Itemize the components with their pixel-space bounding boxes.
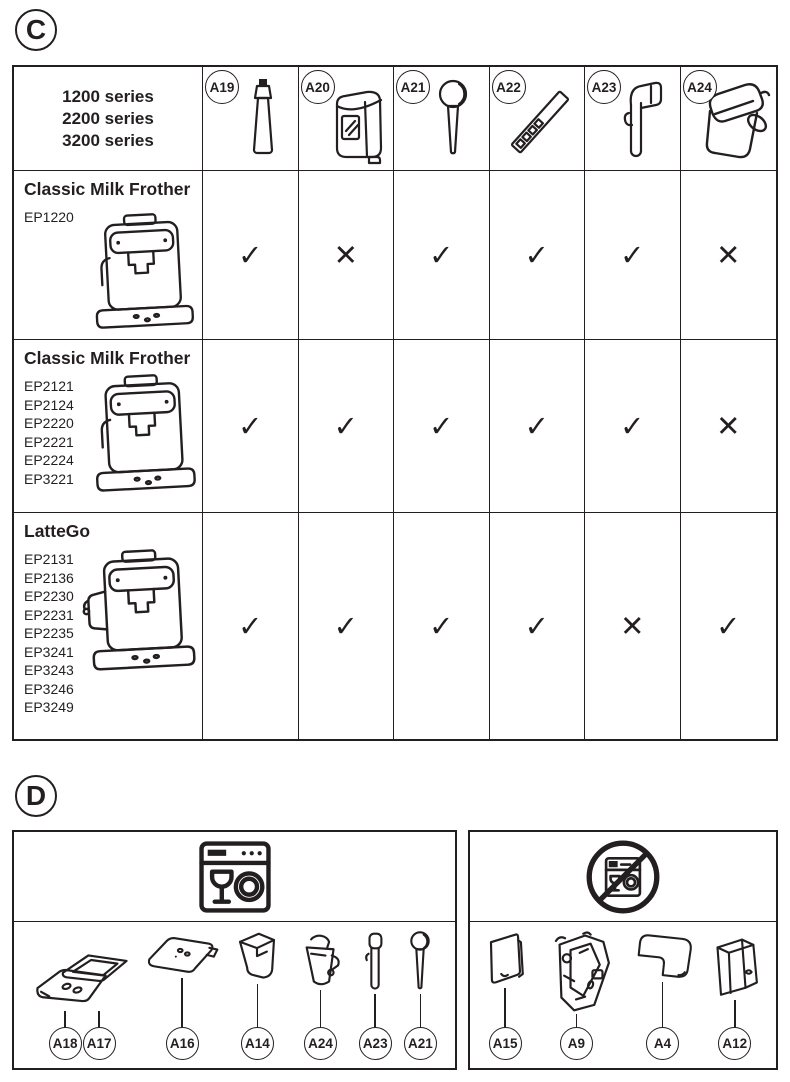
accessory-badge: A19 xyxy=(205,70,239,104)
section-c-letter: C xyxy=(25,14,47,45)
compatibility-mark: ✓ xyxy=(585,340,681,513)
series-line: 1200 series xyxy=(62,86,154,106)
leader-line xyxy=(374,994,376,1027)
accessory-badge: A21 xyxy=(396,70,430,104)
drip-tray-icon xyxy=(32,949,132,1011)
section-d-letter: D xyxy=(25,780,47,811)
model-number: EP3246 xyxy=(24,680,74,697)
aquaclean-filter-icon xyxy=(329,89,387,165)
section-d-label xyxy=(15,775,57,817)
part-label-a17: A17 xyxy=(83,1011,116,1060)
compatibility-mark: ✕ xyxy=(585,513,681,739)
dishwasher-safe-icon xyxy=(198,840,272,914)
leader-line xyxy=(181,978,183,1027)
machine-row-title: Classic Milk Frother xyxy=(24,348,191,368)
compatibility-mark: ✕ xyxy=(681,340,777,513)
compatibility-mark: ✓ xyxy=(394,513,490,739)
model-number: EP2231 xyxy=(24,606,74,623)
model-number: EP3243 xyxy=(24,662,74,678)
part-a24: A24 xyxy=(295,930,347,1060)
model-number: EP3249 xyxy=(24,699,74,715)
accessory-badge: A20 xyxy=(301,70,335,104)
dishwasher-safe-box xyxy=(12,830,457,1070)
dishwasher-safe-header xyxy=(14,832,455,922)
part-a9: A9 xyxy=(534,930,618,1060)
compatibility-mark: ✓ xyxy=(394,340,490,513)
accessory-badge: A22 xyxy=(492,70,526,104)
model-number: EP2224 xyxy=(24,452,74,468)
espresso-machine-classic-frother-icon xyxy=(82,211,200,335)
machine-row-ep1220 xyxy=(14,171,203,340)
lattego-frame-icon xyxy=(295,930,347,990)
dishwasher-forbidden-icon xyxy=(583,837,663,917)
leader-line xyxy=(64,1011,66,1027)
accessory-badge: A23 xyxy=(587,70,621,104)
not-dishwasher-safe-parts xyxy=(470,922,776,1066)
service-door-icon xyxy=(483,930,527,988)
machine-row-lattego xyxy=(14,513,203,739)
leader-line xyxy=(576,1014,578,1027)
model-number: EP2136 xyxy=(24,569,74,586)
accessory-badge: A24 xyxy=(683,70,717,104)
model-number: EP3241 xyxy=(24,643,74,660)
espresso-machine-classic-frother-icon xyxy=(82,372,202,498)
series-list xyxy=(62,86,154,152)
compatibility-mark: ✓ xyxy=(490,340,586,513)
compatibility-mark: ✓ xyxy=(203,340,299,513)
compatibility-mark: ✕ xyxy=(299,171,395,340)
machine-row-title: LatteGo xyxy=(24,521,91,541)
dishwasher-safe-parts xyxy=(14,922,455,1066)
part-a15: A15 xyxy=(483,930,527,1060)
compatibility-mark: ✓ xyxy=(299,513,395,739)
compatibility-mark: ✓ xyxy=(299,340,395,513)
leader-line xyxy=(504,988,506,1027)
compatibility-mark: ✓ xyxy=(716,609,741,643)
leader-line xyxy=(420,994,422,1027)
machine-row-title: Classic Milk Frother xyxy=(24,179,191,199)
part-a14: A14 xyxy=(232,930,282,1060)
leader-line xyxy=(98,1011,100,1027)
machine-row-ep2xxx xyxy=(14,340,203,513)
accessory-header-a24 xyxy=(681,67,777,171)
compatibility-mark: ✓ xyxy=(490,513,586,739)
part-drip-tray-assembly xyxy=(32,930,132,1060)
model-number: EP2220 xyxy=(24,415,74,431)
milk-frother-wand-icon xyxy=(617,77,667,161)
compatibility-mark: ✓ xyxy=(585,171,681,340)
model-number: EP2235 xyxy=(24,625,74,641)
model-number: EP1220 xyxy=(24,209,74,225)
compatibility-mark: ✓ xyxy=(490,171,586,340)
milk-frother-wand-icon xyxy=(360,930,390,994)
water-tank-icon xyxy=(707,930,763,1000)
brew-group-icon xyxy=(534,930,618,1014)
measuring-scoop-icon xyxy=(434,79,472,159)
not-dishwasher-safe-header xyxy=(470,832,776,922)
part-a12: A12 xyxy=(707,930,763,1060)
leader-line xyxy=(257,984,259,1027)
drip-tray-lid-icon xyxy=(144,930,220,978)
compatibility-table xyxy=(12,65,778,741)
compatibility-mark: ✓ xyxy=(394,171,490,340)
model-number: EP2121 xyxy=(24,378,74,394)
model-number: EP2124 xyxy=(24,396,74,413)
leader-line xyxy=(662,982,664,1027)
accessory-header-a20 xyxy=(299,67,395,171)
model-number: EP2230 xyxy=(24,588,74,604)
compatibility-mark: ✓ xyxy=(203,171,299,340)
series-line: 3200 series xyxy=(62,130,154,150)
model-number: EP3221 xyxy=(24,470,74,487)
part-label-a18: A18 xyxy=(49,1011,82,1060)
model-number: EP2221 xyxy=(24,433,74,450)
series-line: 2200 series xyxy=(62,108,154,128)
accessory-header-a21 xyxy=(394,67,490,171)
not-dishwasher-safe-box xyxy=(468,830,778,1070)
section-c-label xyxy=(15,9,57,51)
leader-line xyxy=(320,990,322,1027)
compatibility-mark: ✕ xyxy=(681,171,777,340)
accessory-header-a23 xyxy=(585,67,681,171)
series-header-cell xyxy=(14,67,203,171)
model-number: EP2131 xyxy=(24,551,74,567)
grease-tube-icon xyxy=(245,77,281,159)
part-a23: A23 xyxy=(359,930,392,1060)
part-a4: A4 xyxy=(626,930,700,1060)
part-a16: A16 xyxy=(144,930,220,1060)
espresso-machine-lattego-icon xyxy=(78,547,202,677)
accessory-header-a19 xyxy=(203,67,299,171)
part-a21: A21 xyxy=(404,930,437,1060)
coffee-grounds-container-icon xyxy=(232,930,282,984)
measuring-scoop-icon xyxy=(406,930,434,994)
inner-cover-icon xyxy=(626,930,700,982)
leader-line xyxy=(734,1000,736,1027)
accessory-header-a22 xyxy=(490,67,586,171)
compatibility-mark: ✓ xyxy=(203,513,299,739)
